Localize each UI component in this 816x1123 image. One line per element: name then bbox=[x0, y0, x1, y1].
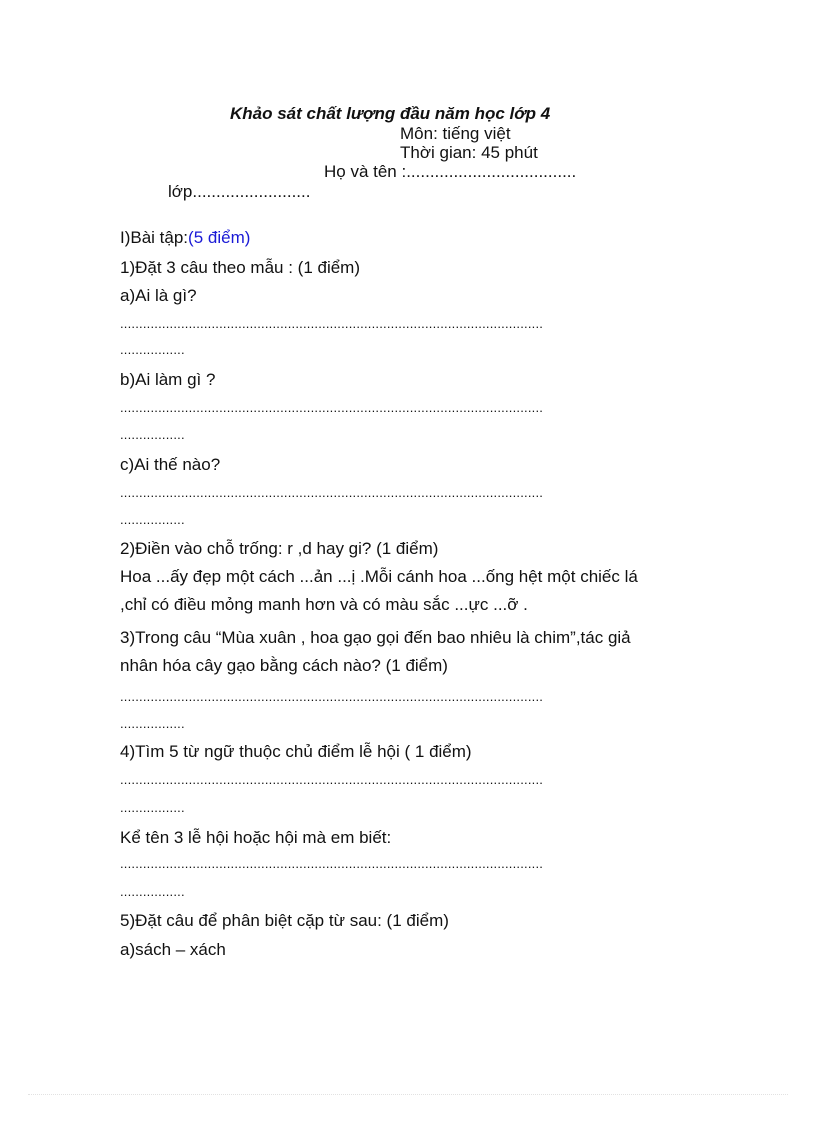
answer-line-4-cont: ................. bbox=[120, 800, 185, 815]
question-2-text-line1: Hoa ...ấy đẹp một cách ...ản ...ị .Mỗi cánh hoa ...ống hệt một chiếc lá bbox=[120, 567, 638, 586]
question-5-prompt: 5)Đặt câu để phân biệt cặp từ sau: (1 điểm) bbox=[120, 911, 449, 930]
exercise-points: (5 điểm) bbox=[188, 228, 251, 247]
question-2-prompt: 2)Điền vào chỗ trống: r ,d hay gi? (1 điểm) bbox=[120, 539, 439, 558]
question-1c-label: c)Ai thế nào? bbox=[120, 455, 221, 474]
question-5a-label: a)sách – xách bbox=[120, 940, 226, 959]
class-line: lớp......................... bbox=[168, 182, 311, 201]
answer-line-1a: ............................................................................................................... bbox=[120, 316, 544, 331]
answer-line-1b: ............................................................................................................... bbox=[120, 400, 544, 415]
answer-line-1a-cont: ................. bbox=[120, 342, 185, 357]
answer-line-4b: ............................................................................................................... bbox=[120, 856, 544, 871]
question-1b-label: b)Ai làm gì ? bbox=[120, 370, 216, 389]
question-1-prompt: 1)Đặt 3 câu theo mẫu : (1 điểm) bbox=[120, 258, 361, 277]
question-3-line2: nhân hóa cây gạo bằng cách nào? (1 điểm) bbox=[120, 656, 448, 675]
answer-line-1c: ............................................................................................................... bbox=[120, 485, 544, 500]
subject-line: Môn: tiếng việt bbox=[400, 124, 511, 143]
page-bottom-border bbox=[28, 1094, 788, 1095]
answer-line-4: ............................................................................................................... bbox=[120, 772, 544, 787]
exercise-heading-label: I)Bài tập: bbox=[120, 228, 189, 247]
exercise-heading bbox=[120, 228, 250, 248]
question-3-line1: 3)Trong câu “Mùa xuân , hoa gạo gọi đến bao nhiêu là chim”,tác giả bbox=[120, 628, 631, 647]
question-1a-label: a)Ai là gì? bbox=[120, 286, 197, 305]
student-name-line: Họ và tên :.................................... bbox=[324, 162, 577, 181]
time-line: Thời gian: 45 phút bbox=[400, 143, 538, 162]
page-title: Khảo sát chất lượng đầu năm học lớp 4 bbox=[230, 104, 551, 123]
answer-line-1c-cont: ................. bbox=[120, 512, 185, 527]
answer-line-3-cont: ................. bbox=[120, 716, 185, 731]
answer-line-4b-cont: ................. bbox=[120, 884, 185, 899]
answer-line-1b-cont: ................. bbox=[120, 427, 185, 442]
question-4-prompt: 4)Tìm 5 từ ngữ thuộc chủ điểm lễ hội ( 1 điểm) bbox=[120, 742, 472, 761]
question-2-text-line2: ,chỉ có điều mỏng manh hơn và có màu sắc ...ực ...ỡ . bbox=[120, 595, 528, 614]
question-4-subprompt: Kể tên 3 lễ hội hoặc hội mà em biết: bbox=[120, 828, 392, 847]
answer-line-3: ............................................................................................................... bbox=[120, 689, 544, 704]
